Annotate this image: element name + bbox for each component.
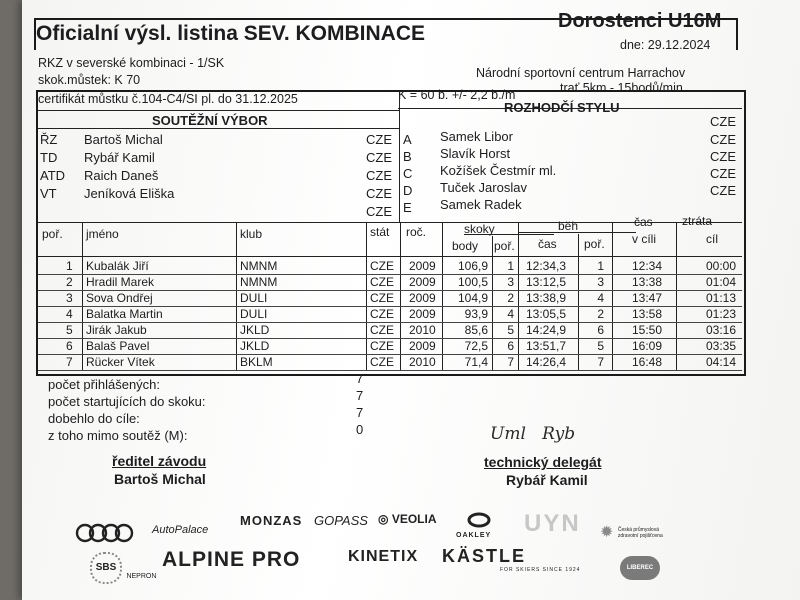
committee-nat: CZE: [366, 204, 392, 219]
row-club: DULI: [240, 291, 268, 305]
committee-nat: CZE: [366, 186, 392, 201]
row-points: 100,5: [457, 275, 488, 289]
row-run-rank: 1: [597, 259, 604, 273]
track-label: trať 5km - 15bodů/min: [560, 81, 683, 95]
row-state: CZE: [370, 259, 394, 273]
k-point-label: K = 60 b. +/- 2,2 b./m: [398, 88, 516, 102]
oakley-logo: [456, 512, 502, 539]
row-loss: 00:00: [705, 259, 736, 273]
row-run-time: 14:26,4: [526, 355, 567, 369]
nepron-text: NEPRON: [126, 573, 157, 580]
row-name: Balaš Pavel: [86, 339, 150, 353]
row-run-time: 13:38,9: [526, 291, 567, 305]
uyn-logo: UYN: [524, 510, 581, 537]
row-state: CZE: [370, 355, 394, 369]
row-name: Balatka Martin: [86, 307, 163, 321]
committee-name: Bartoš Michal: [84, 132, 163, 147]
delegate-title: technický delegát: [484, 454, 602, 470]
kastle-text: KÄSTLE: [442, 546, 526, 566]
row-run-rank: 4: [597, 291, 604, 305]
row-loss: 01:13: [705, 291, 736, 305]
judge-nat: CZE: [710, 166, 736, 181]
row-finish: 13:47: [632, 291, 663, 305]
col-name: jméno: [86, 227, 119, 241]
competition-label: RKZ v severské kombinaci - 1/SK: [38, 56, 225, 70]
judge-name: Samek Radek: [440, 197, 522, 212]
stat-label: počet přihlášených:: [48, 377, 161, 392]
row-points: 104,9: [457, 291, 488, 305]
delegate-name: Rybář Kamil: [506, 472, 588, 488]
committee-nat: CZE: [366, 150, 392, 165]
row-rank: 4: [66, 307, 73, 321]
row-finish: 16:48: [632, 355, 663, 369]
row-jump-rank: 4: [507, 307, 514, 321]
row-year: 2009: [409, 259, 436, 273]
gopass-logo: GOPASS: [314, 513, 368, 528]
oakley-text: OAKLEY: [456, 532, 492, 539]
row-run-time: 14:24,9: [526, 323, 567, 337]
col-run-rank: poř.: [584, 237, 605, 251]
results-sheet: [22, 0, 800, 600]
row-club: DULI: [240, 307, 268, 321]
col-club: klub: [240, 227, 263, 241]
col-rank: poř.: [42, 227, 63, 241]
row-year: 2009: [409, 307, 436, 321]
document-title: Oficialní výsl. listina SEV. KOMBINACE: [36, 22, 426, 45]
category-label: Dorostenci U16M: [558, 10, 722, 32]
judge-nat: CZE: [710, 132, 736, 147]
row-run-rank: 5: [597, 339, 604, 353]
committee-role: ŘZ: [40, 132, 58, 147]
stat-value: 7: [356, 388, 364, 403]
row-name: Hradil Marek: [86, 275, 155, 289]
row-run-rank: 3: [597, 275, 604, 289]
row-name: Kubalák Jiří: [86, 259, 149, 273]
row-loss: 03:16: [705, 323, 736, 337]
veolia-text: VEOLIA: [391, 512, 437, 526]
certificate-label: certifikát můstku č.104-C4/SI pl. do 31.12.2025: [38, 92, 298, 106]
stat-label: z toho mimo soutěž (M):: [48, 428, 188, 443]
kastle-logo: [442, 546, 580, 573]
row-points: 106,9: [457, 259, 488, 273]
judge-name: Kožíšek Čestmír ml.: [440, 163, 557, 178]
row-year: 2009: [409, 275, 436, 289]
row-rank: 5: [66, 323, 73, 337]
committee-nat: CZE: [366, 168, 392, 183]
director-title: ředitel závodu: [112, 453, 207, 469]
director-name: Bartoš Michal: [114, 471, 206, 487]
committee-role: VT: [40, 186, 57, 201]
row-jump-rank: 5: [507, 323, 514, 337]
col-run: běh: [558, 219, 579, 233]
committee-name: Rybář Kamil: [84, 150, 155, 165]
row-jump-rank: 3: [507, 275, 514, 289]
row-year: 2009: [409, 291, 436, 305]
judges-heading: ROZHODČÍ STYLU: [504, 100, 620, 115]
row-points: 71,4: [464, 355, 488, 369]
row-finish: 13:58: [632, 307, 663, 321]
row-run-time: 13:12,5: [526, 275, 567, 289]
col-year: roč.: [406, 225, 427, 239]
judge-letter: D: [403, 183, 413, 198]
row-state: CZE: [370, 275, 394, 289]
row-year: 2010: [409, 323, 436, 337]
col-points: body: [452, 239, 479, 253]
kinetix-logo: KINETIX: [348, 548, 419, 565]
row-club: NMNM: [240, 275, 278, 289]
row-club: JKLD: [240, 323, 270, 337]
row-club: NMNM: [240, 259, 278, 273]
judge-nat: CZE: [710, 149, 736, 164]
row-loss: 03:35: [705, 339, 736, 353]
row-loss: 04:14: [705, 355, 736, 369]
judge-letter: B: [403, 149, 412, 164]
liberec-logo: [620, 556, 660, 580]
col-finish-1: čas: [634, 215, 653, 229]
row-run-rank: 6: [597, 323, 604, 337]
judge-letter: C: [403, 166, 413, 181]
stat-label: počet startujících do skoku:: [48, 394, 206, 409]
sbs-text: SBS: [90, 552, 122, 584]
col-finish-2: v cíli: [632, 232, 656, 246]
judge-letter: E: [403, 200, 412, 215]
judge-name: Slavík Horst: [440, 146, 511, 161]
monzas-logo: MONZAS: [240, 513, 303, 528]
row-state: CZE: [370, 339, 394, 353]
ceska-text: Česká průmyslová zdravotní pojišťovna: [617, 526, 663, 539]
row-year: 2010: [409, 355, 436, 369]
row-finish: 16:09: [632, 339, 663, 353]
row-club: JKLD: [240, 339, 270, 353]
row-finish: 13:38: [632, 275, 663, 289]
row-loss: 01:04: [705, 275, 736, 289]
row-state: CZE: [370, 291, 394, 305]
row-club: BKLM: [240, 355, 273, 369]
row-state: CZE: [370, 307, 394, 321]
row-run-time: 13:05,5: [526, 307, 567, 321]
row-finish: 12:34: [632, 259, 663, 273]
judge-name: Tuček Jaroslav: [440, 180, 527, 195]
row-run-time: 13:51,7: [526, 339, 567, 353]
venue-label: Národní sportovní centrum Harrachov: [476, 66, 686, 80]
autopalace-logo: AutoPalace: [152, 524, 209, 536]
judges-top-nat: CZE: [710, 114, 736, 129]
col-jumps: skoky: [464, 222, 495, 236]
row-name: Rücker Vítek: [86, 355, 155, 369]
col-run-time: čas: [538, 237, 557, 251]
date-label: dne: 29.12.2024: [620, 38, 711, 52]
judge-name: Samek Libor: [440, 129, 513, 144]
row-finish: 15:50: [632, 323, 663, 337]
committee-role: ATD: [40, 168, 66, 183]
col-jump-rank: poř.: [494, 239, 515, 253]
alpinepro-logo: ALPINE PRO: [162, 548, 301, 571]
row-points: 85,6: [464, 323, 488, 337]
audi-logo: [74, 522, 136, 549]
row-year: 2009: [409, 339, 436, 353]
row-run-time: 12:34,3: [526, 259, 567, 273]
col-state: stát: [370, 225, 390, 239]
row-name: Jirák Jakub: [86, 323, 147, 337]
row-jump-rank: 2: [507, 291, 514, 305]
row-points: 72,5: [464, 339, 488, 353]
kastle-tagline: FOR SKIERS SINCE 1924: [500, 567, 581, 573]
veolia-logo: ◎ VEOLIA: [378, 512, 437, 526]
row-rank: 2: [66, 275, 73, 289]
hill-label: skok.můstek: K 70: [38, 73, 141, 87]
row-rank: 1: [66, 259, 73, 273]
col-loss-1: ztráta: [682, 214, 713, 228]
liberec-text: LIBEREC: [620, 556, 660, 580]
committee-nat: CZE: [366, 132, 392, 147]
col-loss-2: cíl: [706, 232, 718, 246]
row-state: CZE: [370, 323, 394, 337]
stat-label: dobehlo do cíle:: [48, 411, 140, 426]
stat-value: 0: [356, 422, 364, 437]
signature-image: Uml Ryb: [490, 424, 576, 444]
row-loss: 01:23: [705, 307, 736, 321]
row-jump-rank: 7: [507, 355, 514, 369]
committee-role: TD: [40, 150, 58, 165]
committee-name: Jeníková Eliška: [84, 186, 175, 201]
ceska-icon: ✹: [600, 524, 614, 541]
row-jump-rank: 6: [507, 339, 514, 353]
row-name: Sova Ondřej: [86, 291, 153, 305]
committee-name: Raich Daneš: [84, 168, 159, 183]
row-rank: 7: [66, 355, 73, 369]
row-rank: 6: [66, 339, 73, 353]
row-jump-rank: 1: [507, 259, 514, 273]
ceska-logo: [600, 522, 676, 542]
judge-letter: A: [403, 132, 412, 147]
row-run-rank: 2: [597, 307, 604, 321]
stat-value: 7: [356, 371, 364, 386]
stat-value: 7: [356, 405, 364, 420]
row-points: 93,9: [464, 307, 488, 321]
judge-nat: CZE: [710, 183, 736, 198]
committee-heading: SOUTĚŽNÍ VÝBOR: [152, 113, 268, 128]
row-rank: 3: [66, 291, 73, 305]
row-run-rank: 7: [597, 355, 604, 369]
sbs-logo: [90, 552, 156, 584]
